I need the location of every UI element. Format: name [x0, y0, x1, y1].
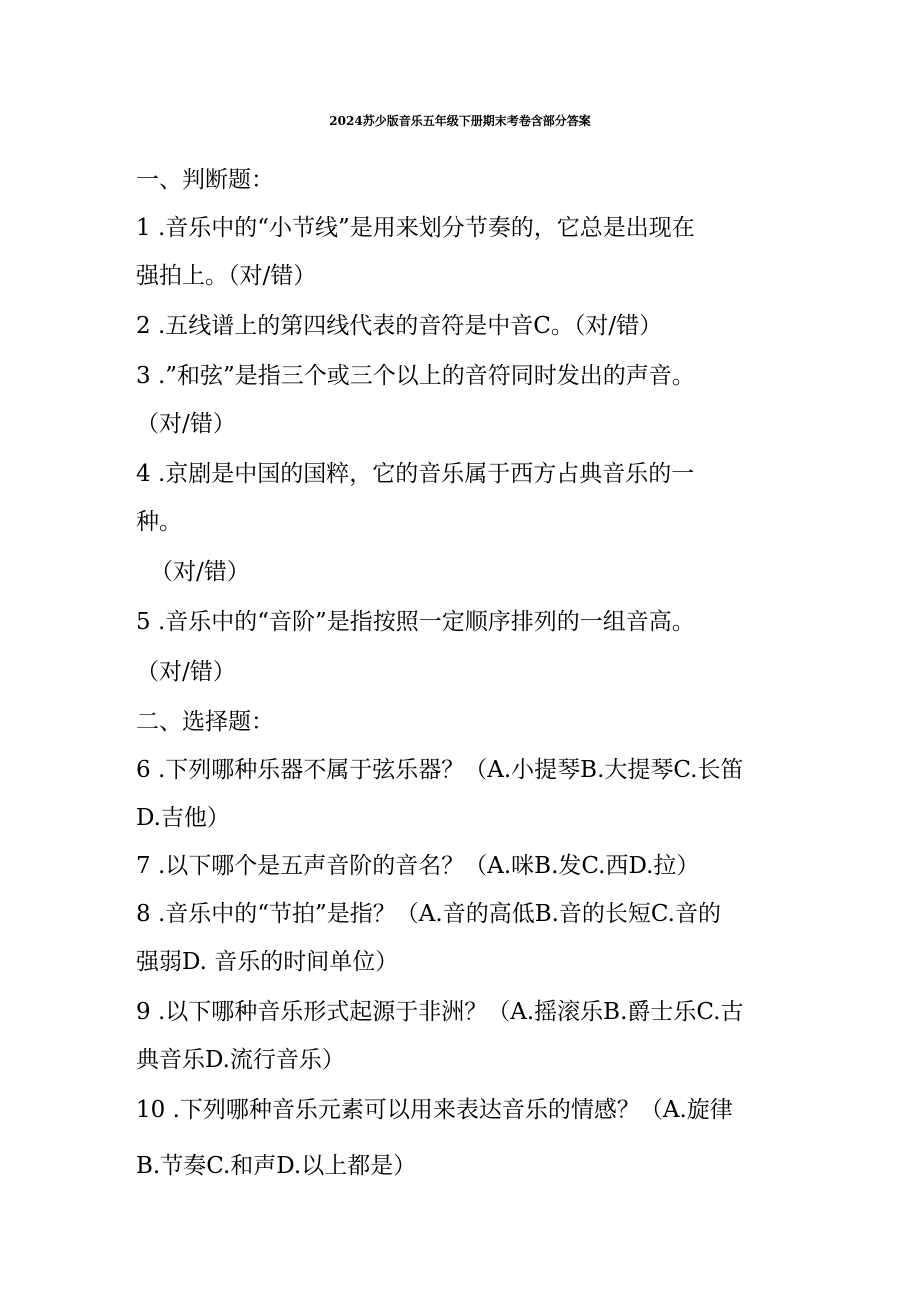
question-3-line-1: 3 .”和弦”是指三个或三个以上的音符同时发出的声音。	[136, 363, 695, 389]
question-8-line-2: 强弱D. 音乐的时间单位）	[136, 949, 399, 975]
question-3-line-2: （对/错）	[136, 411, 236, 437]
section-heading-true-false: 一、判断题：	[136, 167, 274, 193]
question-4-line-3: （对/错）	[150, 559, 250, 585]
question-2-line-1: 2 .五线谱上的第四线代表的音符是中音C。（对/错）	[136, 313, 663, 339]
question-5-line-2: （对/错）	[136, 659, 236, 685]
question-10-line-2: B.节奏C.和声D.以上都是）	[136, 1153, 417, 1179]
question-1-line-2: 强拍上。（对/错）	[136, 263, 317, 289]
question-10-line-1: 10 .下列哪种音乐元素可以用来表达音乐的情感？（A.旋律	[136, 1097, 733, 1123]
question-1-line-1: 1 .音乐中的“小节线”是用来划分节奏的，它总是出现在	[136, 215, 695, 241]
question-4-line-1: 4 .京剧是中国的国粹，它的音乐属于西方占典音乐的一	[136, 461, 695, 487]
question-9-line-2: 典音乐D.流行音乐）	[136, 1047, 345, 1073]
question-8-line-1: 8 .音乐中的“节拍”是指？（A.音的高低B.音的长短C.音的	[136, 901, 721, 927]
question-7-line-1: 7 .以下哪个是五声音阶的音名？（A.咪B.发C.西D.拉）	[136, 853, 700, 879]
question-4-line-2: 种。	[136, 509, 182, 535]
question-6-line-1: 6 .下列哪种乐器不属于弦乐器？（A.小提琴B.大提琴C.长笛	[136, 757, 744, 783]
question-9-line-1: 9 .以下哪种音乐形式起源于非洲？（A.摇滚乐B.爵士乐C.古	[136, 999, 744, 1025]
document-title: 2024苏少版音乐五年级下册期末考卷含部分答案	[329, 114, 591, 128]
question-5-line-1: 5 .音乐中的“音阶”是指按照一定顺序排列的一组音高。	[136, 609, 695, 635]
section-heading-multiple-choice: 二、选择题：	[136, 709, 274, 735]
question-6-line-2: D.吉他）	[136, 805, 230, 831]
